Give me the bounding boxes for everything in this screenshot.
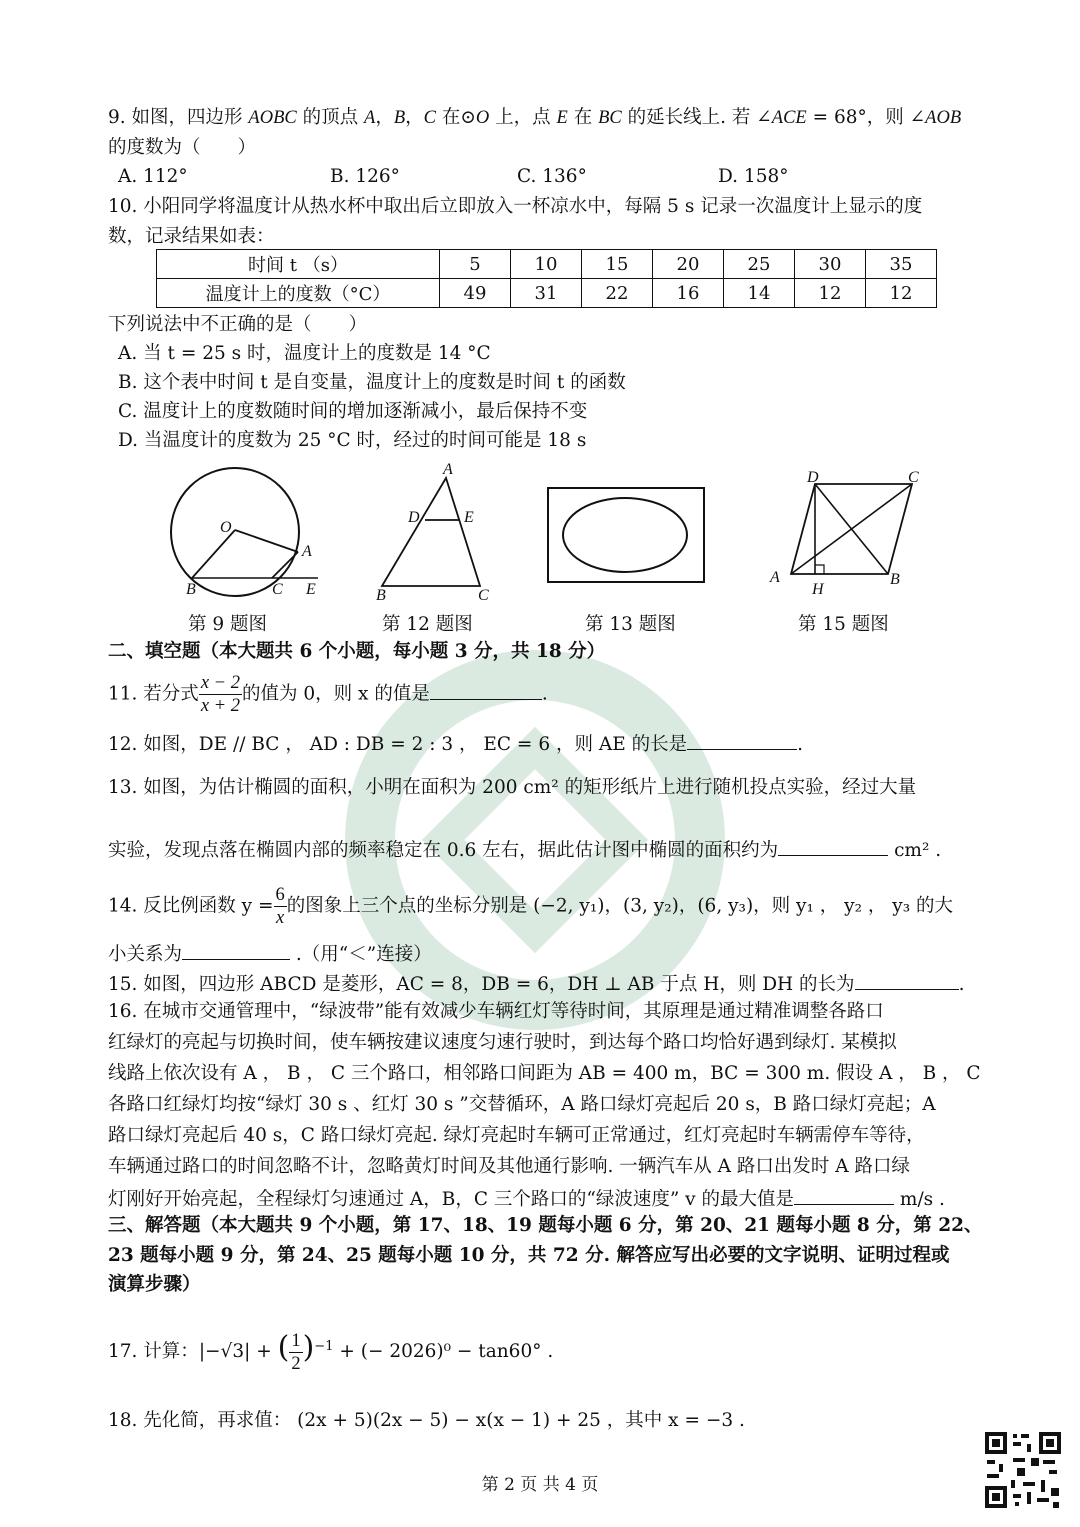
fig15-label-h: H: [812, 581, 824, 598]
section-3-line1: 三、解答题（本大题共 9 个小题，第 17、18、19 题每小题 6 分，第 20、21 题每小题 8 分，第 22、: [108, 1215, 983, 1236]
q9-line2: 的度数为（ ）: [108, 137, 257, 158]
q14-fraction: $\frac{6}{x}$: [275, 885, 285, 928]
table-cell: 31: [511, 279, 582, 308]
q11-answer-blank[interactable]: [430, 679, 542, 700]
figure-15: [769, 469, 919, 598]
fig12-label-e: E: [464, 509, 474, 526]
table-cell: 20: [653, 250, 724, 279]
q9-line1: 9. 如图，四边形 AOBC 的顶点 A，B，C 在⊙O 上，点 E 在 BC 的延长线上. 若 ∠ACE = 68°，则 ∠AOB: [108, 107, 962, 128]
table-row: [157, 250, 937, 279]
q10-line1: 10. 小阳同学将温度计从热水杯中取出后立即放入一杯凉水中，每隔 5 s 记录一次温度计上显示的度: [108, 196, 923, 217]
table-cell: 35: [866, 250, 937, 279]
section-3-line2: 23 题每小题 9 分，第 24、25 题每小题 10 分，共 72 分. 解答应写出必要的文字说明、证明过程或: [108, 1245, 950, 1266]
temperature-table: [156, 249, 937, 308]
q14-line1: 14. 反比例函数 y = $\frac{6}{x}$ 的图象上三个点的坐标分别是 (−2, y₁)，(3, y₂)，(6, y₃)，则 y₁ ， y₂ ， y₃ 的大: [108, 885, 954, 928]
q11-line: 11. 若分式 $\frac{x - 2}{x + 2}$ 的值为 0，则 x 的值是 .: [108, 673, 548, 716]
fig15-label-b: B: [890, 571, 900, 588]
q10-option-b: B. 这个表中时间 t 是自变量，温度计上的度数是时间 t 的函数: [118, 372, 626, 393]
fig15-label-d: D: [807, 469, 819, 486]
fig9-label-e: E: [306, 581, 316, 598]
section-3-line3: 演算步骤）: [108, 1274, 201, 1295]
figure-9: [171, 468, 318, 598]
q9-option-b: B. 126°: [330, 166, 400, 187]
q16-answer-blank[interactable]: [794, 1184, 894, 1205]
table-cell: 14: [724, 279, 795, 308]
figures-row: [160, 462, 1010, 602]
q10-option-c: C. 温度计上的度数随时间的增加逐渐减小，最后保持不变: [118, 401, 588, 422]
q16-line1: 16. 在城市交通管理中，“绿波带”能有效减少车辆红灯等待时间，其原理是通过精准调整各路口: [108, 1001, 884, 1022]
q9-option-d: D. 158°: [718, 166, 789, 187]
fig12-label-c: C: [478, 587, 489, 602]
table-cell: 25: [724, 250, 795, 279]
table-cell: 16: [653, 279, 724, 308]
q13-line2: 实验，发现点落在椭圆内部的频率稳定在 0.6 左右，据此估计图中椭圆的面积约为 cm² .: [108, 835, 941, 864]
q17-fraction: $\frac{1}{2}$: [291, 1330, 301, 1374]
q16-line7: 灯刚好开始亮起，全程绿灯匀速通过 A，B，C 三个路口的“绿波速度” v 的最大值是 m/s .: [108, 1184, 945, 1213]
table-header-time: 时间 t （s）: [157, 250, 440, 279]
fig15-label-a: A: [770, 569, 780, 586]
q17-abs: |−√3|: [198, 1341, 251, 1363]
q10-prompt: 下列说法中不正确的是（ ）: [108, 314, 368, 335]
q16-line4: 各路口红绿灯均按“绿灯 30 s 、红灯 30 s ”交替循环，A 路口绿灯亮起后 20 s，B 路口绿灯亮起；A: [108, 1094, 936, 1115]
table-cell: 5: [440, 250, 511, 279]
table-cell: 12: [866, 279, 937, 308]
fig9-label-c: C: [272, 581, 283, 598]
figure-12: [376, 462, 489, 602]
q12-line: 12. 如图，DE // BC ， AD : DB = 2 : 3 ， EC = 6 ，则 AE 的长是 .: [108, 729, 803, 758]
q9-option-a: A. 112°: [118, 166, 188, 187]
q13-answer-blank[interactable]: [778, 835, 888, 856]
fig13-caption: 第 13 题图: [585, 614, 676, 635]
fig15-label-c: C: [908, 469, 919, 486]
fig15-caption: 第 15 题图: [798, 614, 889, 635]
table-cell: 22: [582, 279, 653, 308]
q15-answer-blank[interactable]: [855, 969, 959, 990]
table-cell: 12: [795, 279, 866, 308]
page-footer: 第 2 页 共 4 页: [481, 1475, 599, 1495]
fig9-caption: 第 9 题图: [188, 614, 268, 635]
fig9-label-b: B: [186, 581, 196, 598]
table-header-temp: 温度计上的度数（°C）: [157, 279, 440, 308]
q9-option-c: C. 136°: [517, 166, 587, 187]
q10-option-a: A. 当 t = 25 s 时，温度计上的度数是 14 °C: [118, 343, 491, 364]
q11-fraction: $\frac{x - 2}{x + 2}$: [200, 673, 241, 716]
q10-option-d: D. 当温度计的度数为 25 °C 时，经过的时间可能是 18 s: [118, 430, 587, 451]
table-cell: 49: [440, 279, 511, 308]
q15-line: 15. 如图，四边形 ABCD 是菱形，AC = 8，DB = 6，DH ⊥ AB 于点 H，则 DH 的长为 .: [108, 969, 964, 998]
figure-13: [548, 488, 704, 582]
q16-line6: 车辆通过路口的时间忽略不计，忽略黄灯时间及其他通行影响. 一辆汽车从 A 路口出发时 A 路口绿: [108, 1156, 911, 1177]
fig9-label-o: O: [220, 519, 232, 536]
q12-answer-blank[interactable]: [687, 729, 797, 750]
fig12-label-a: A: [443, 462, 453, 478]
section-2-title: 二、填空题（本大题共 6 个小题，每小题 3 分，共 18 分）: [108, 641, 606, 662]
table-row: [157, 279, 937, 308]
fig12-label-d: D: [408, 509, 420, 526]
q16-line3: 线路上依次设有 A ， B ， C 三个路口，相邻路口间距为 AB = 400 m，BC = 300 m. 假设 A ， B ， C: [108, 1063, 981, 1084]
table-cell: 15: [582, 250, 653, 279]
q10-line2: 数，记录结果如表：: [108, 226, 275, 247]
q16-line5: 路口绿灯亮起后 40 s，C 路口绿灯亮起. 绿灯亮起时车辆可正常通过，红灯亮起时车辆需停车等待，: [108, 1125, 925, 1146]
q14-answer-blank[interactable]: [182, 939, 290, 960]
q13-line1: 13. 如图，为估计椭圆的面积，小明在面积为 200 cm² 的矩形纸片上进行随机投点实验，经过大量: [108, 777, 917, 798]
table-cell: 30: [795, 250, 866, 279]
q16-line2: 红绿灯的亮起与切换时间，使车辆按建议速度匀速行驶时，到达每个路口均恰好遇到绿灯. 某模拟: [108, 1032, 897, 1053]
fig9-label-a: A: [302, 543, 312, 560]
q14-line2: 小关系为 .（用“＜”连接）: [108, 939, 432, 968]
q17-line: 17. 计算：|−√3| + ( $\frac{1}{2}$ )$^{-1}$ + (− 2026)⁰ − tan60° .: [108, 1330, 554, 1374]
fig12-label-b: B: [376, 587, 386, 602]
q18-line: 18. 先化简，再求值： (2x + 5)(2x − 5) − x(x − 1) + 25 ，其中 x = −3 .: [108, 1410, 745, 1431]
fig12-caption: 第 12 题图: [382, 614, 473, 635]
table-cell: 10: [511, 250, 582, 279]
